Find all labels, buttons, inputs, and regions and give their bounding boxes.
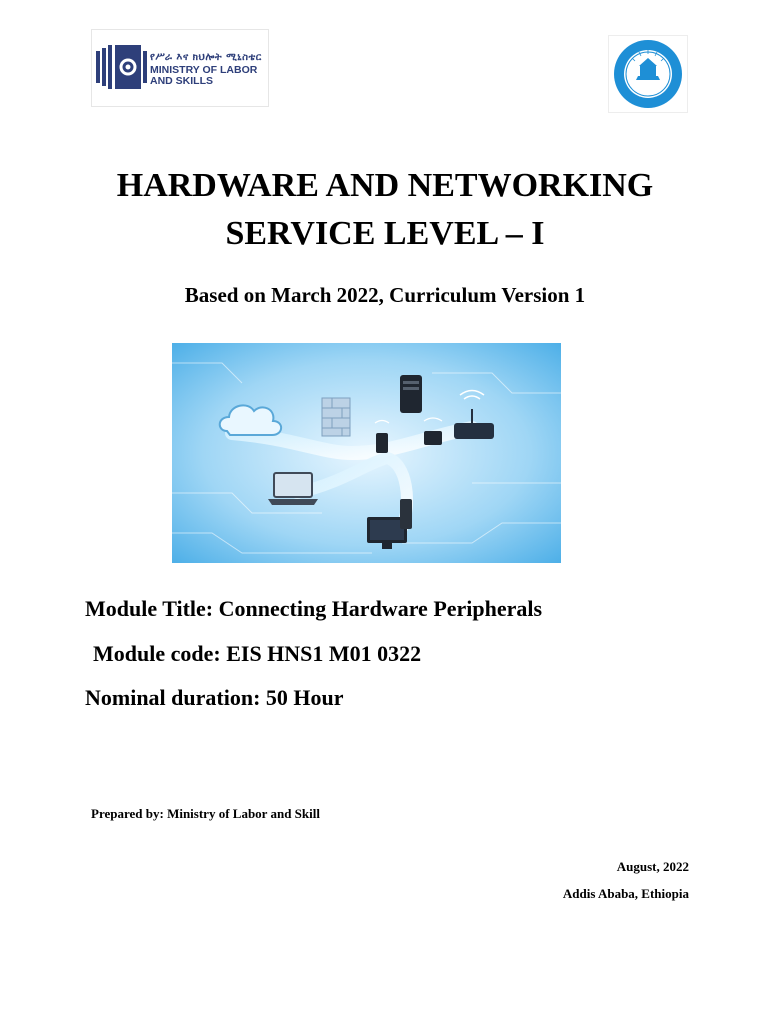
- prepared-by: Prepared by: Ministry of Labor and Skill: [91, 806, 320, 821]
- network-illustration: [172, 343, 561, 563]
- document-location: Addis Ababa, Ethiopia: [562, 886, 689, 901]
- firewall-icon: [322, 398, 350, 436]
- document-date: August, 2022: [616, 859, 689, 874]
- university-logo: [608, 35, 688, 113]
- server-icon: [400, 375, 422, 413]
- module-title: Module Title: Connecting Hardware Peripherals: [85, 596, 543, 621]
- module-code: Module code: EIS HNS1 M01 0322: [93, 641, 422, 666]
- title-line-1: HARDWARE AND NETWORKING: [116, 167, 654, 204]
- title-line-2: SERVICE LEVEL – I: [225, 215, 545, 252]
- ministry-logo: [91, 29, 269, 107]
- document-title: [0, 162, 770, 258]
- university-seal-icon: [609, 36, 687, 112]
- ministry-name-english: MINISTRY OF LABOR AND SKILLS: [150, 64, 258, 87]
- laptop-icon: [268, 473, 318, 505]
- nominal-duration: Nominal duration: 50 Hour: [85, 685, 344, 710]
- curriculum-subtitle: Based on March 2022, Curriculum Version 1: [184, 283, 586, 307]
- ministry-name-amharic: የሥራ እና ክህሎት ሚኒስቴር: [150, 52, 262, 63]
- ministry-emblem-icon: [96, 45, 148, 89]
- network-diagram-image: [172, 343, 561, 563]
